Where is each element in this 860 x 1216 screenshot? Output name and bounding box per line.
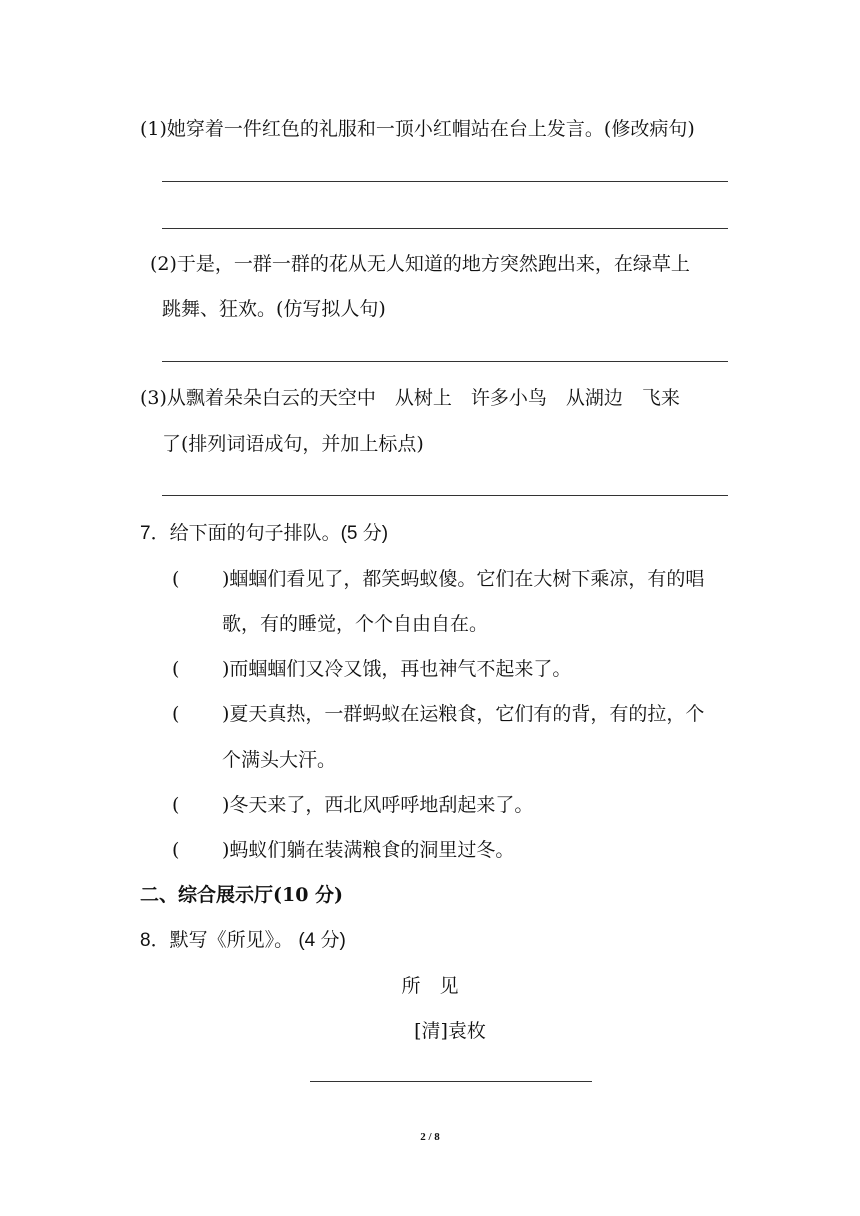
page-number: 2 / 8 [420,1131,440,1143]
question-7-title: 7．给下面的句子排队。(5 分) [140,523,389,544]
order-blank-5[interactable]: ( [172,839,180,861]
question-8-title: 8．默写《所见》。 (4 分) [140,930,346,951]
order-blank-3[interactable]: ( [172,703,180,725]
poem-answer-line[interactable] [310,1081,592,1082]
order-item-2: ( )而蝈蝈们又冷又饿，再也神气不起来了。 [172,658,572,680]
order-item-3: ( )夏天真热，一群蚂蚁在运粮食，它们有的背，有的拉，个 [172,703,705,725]
sentence-3-line-1: (3)从飘着朵朵白云的天空中 从树上 许多小鸟 从湖边 飞来 [140,387,680,409]
order-blank-1[interactable]: ( [172,568,180,590]
order-item-3-cont: 个满头大汗。 [222,749,337,771]
order-item-1-cont: 歌，有的睡觉，个个自由自在。 [222,613,489,635]
order-item-4: ( )冬天来了，西北风呼呼地刮起来了。 [172,794,534,816]
order-blank-4[interactable]: ( [172,794,180,816]
poem-author: [清]袁枚 [414,1020,486,1042]
section-2-title: 二、综合展示厅(10 分) [140,884,344,906]
sentence-2-line-1: (2)于是，一群一群的花从无人知道的地方突然跑出来，在绿草上 [150,253,690,275]
answer-line[interactable] [162,495,728,496]
sentence-3-line-2: 了(排列词语成句，并加上标点) [162,433,424,455]
answer-line[interactable] [162,181,728,182]
order-blank-2[interactable]: ( [172,658,180,680]
answer-line[interactable] [162,228,728,229]
sentence-2-line-2: 跳舞、狂欢。(仿写拟人句) [162,298,386,320]
sentence-1: (1)她穿着一件红色的礼服和一顶小红帽站在台上发言。(修改病句) [140,118,695,140]
poem-title: 所 见 [401,975,459,997]
answer-line[interactable] [162,361,728,362]
order-item-1: ( )蝈蝈们看见了，都笑蚂蚁傻。它们在大树下乘凉，有的唱 [172,568,705,590]
order-item-5: ( )蚂蚁们躺在装满粮食的洞里过冬。 [172,839,515,861]
